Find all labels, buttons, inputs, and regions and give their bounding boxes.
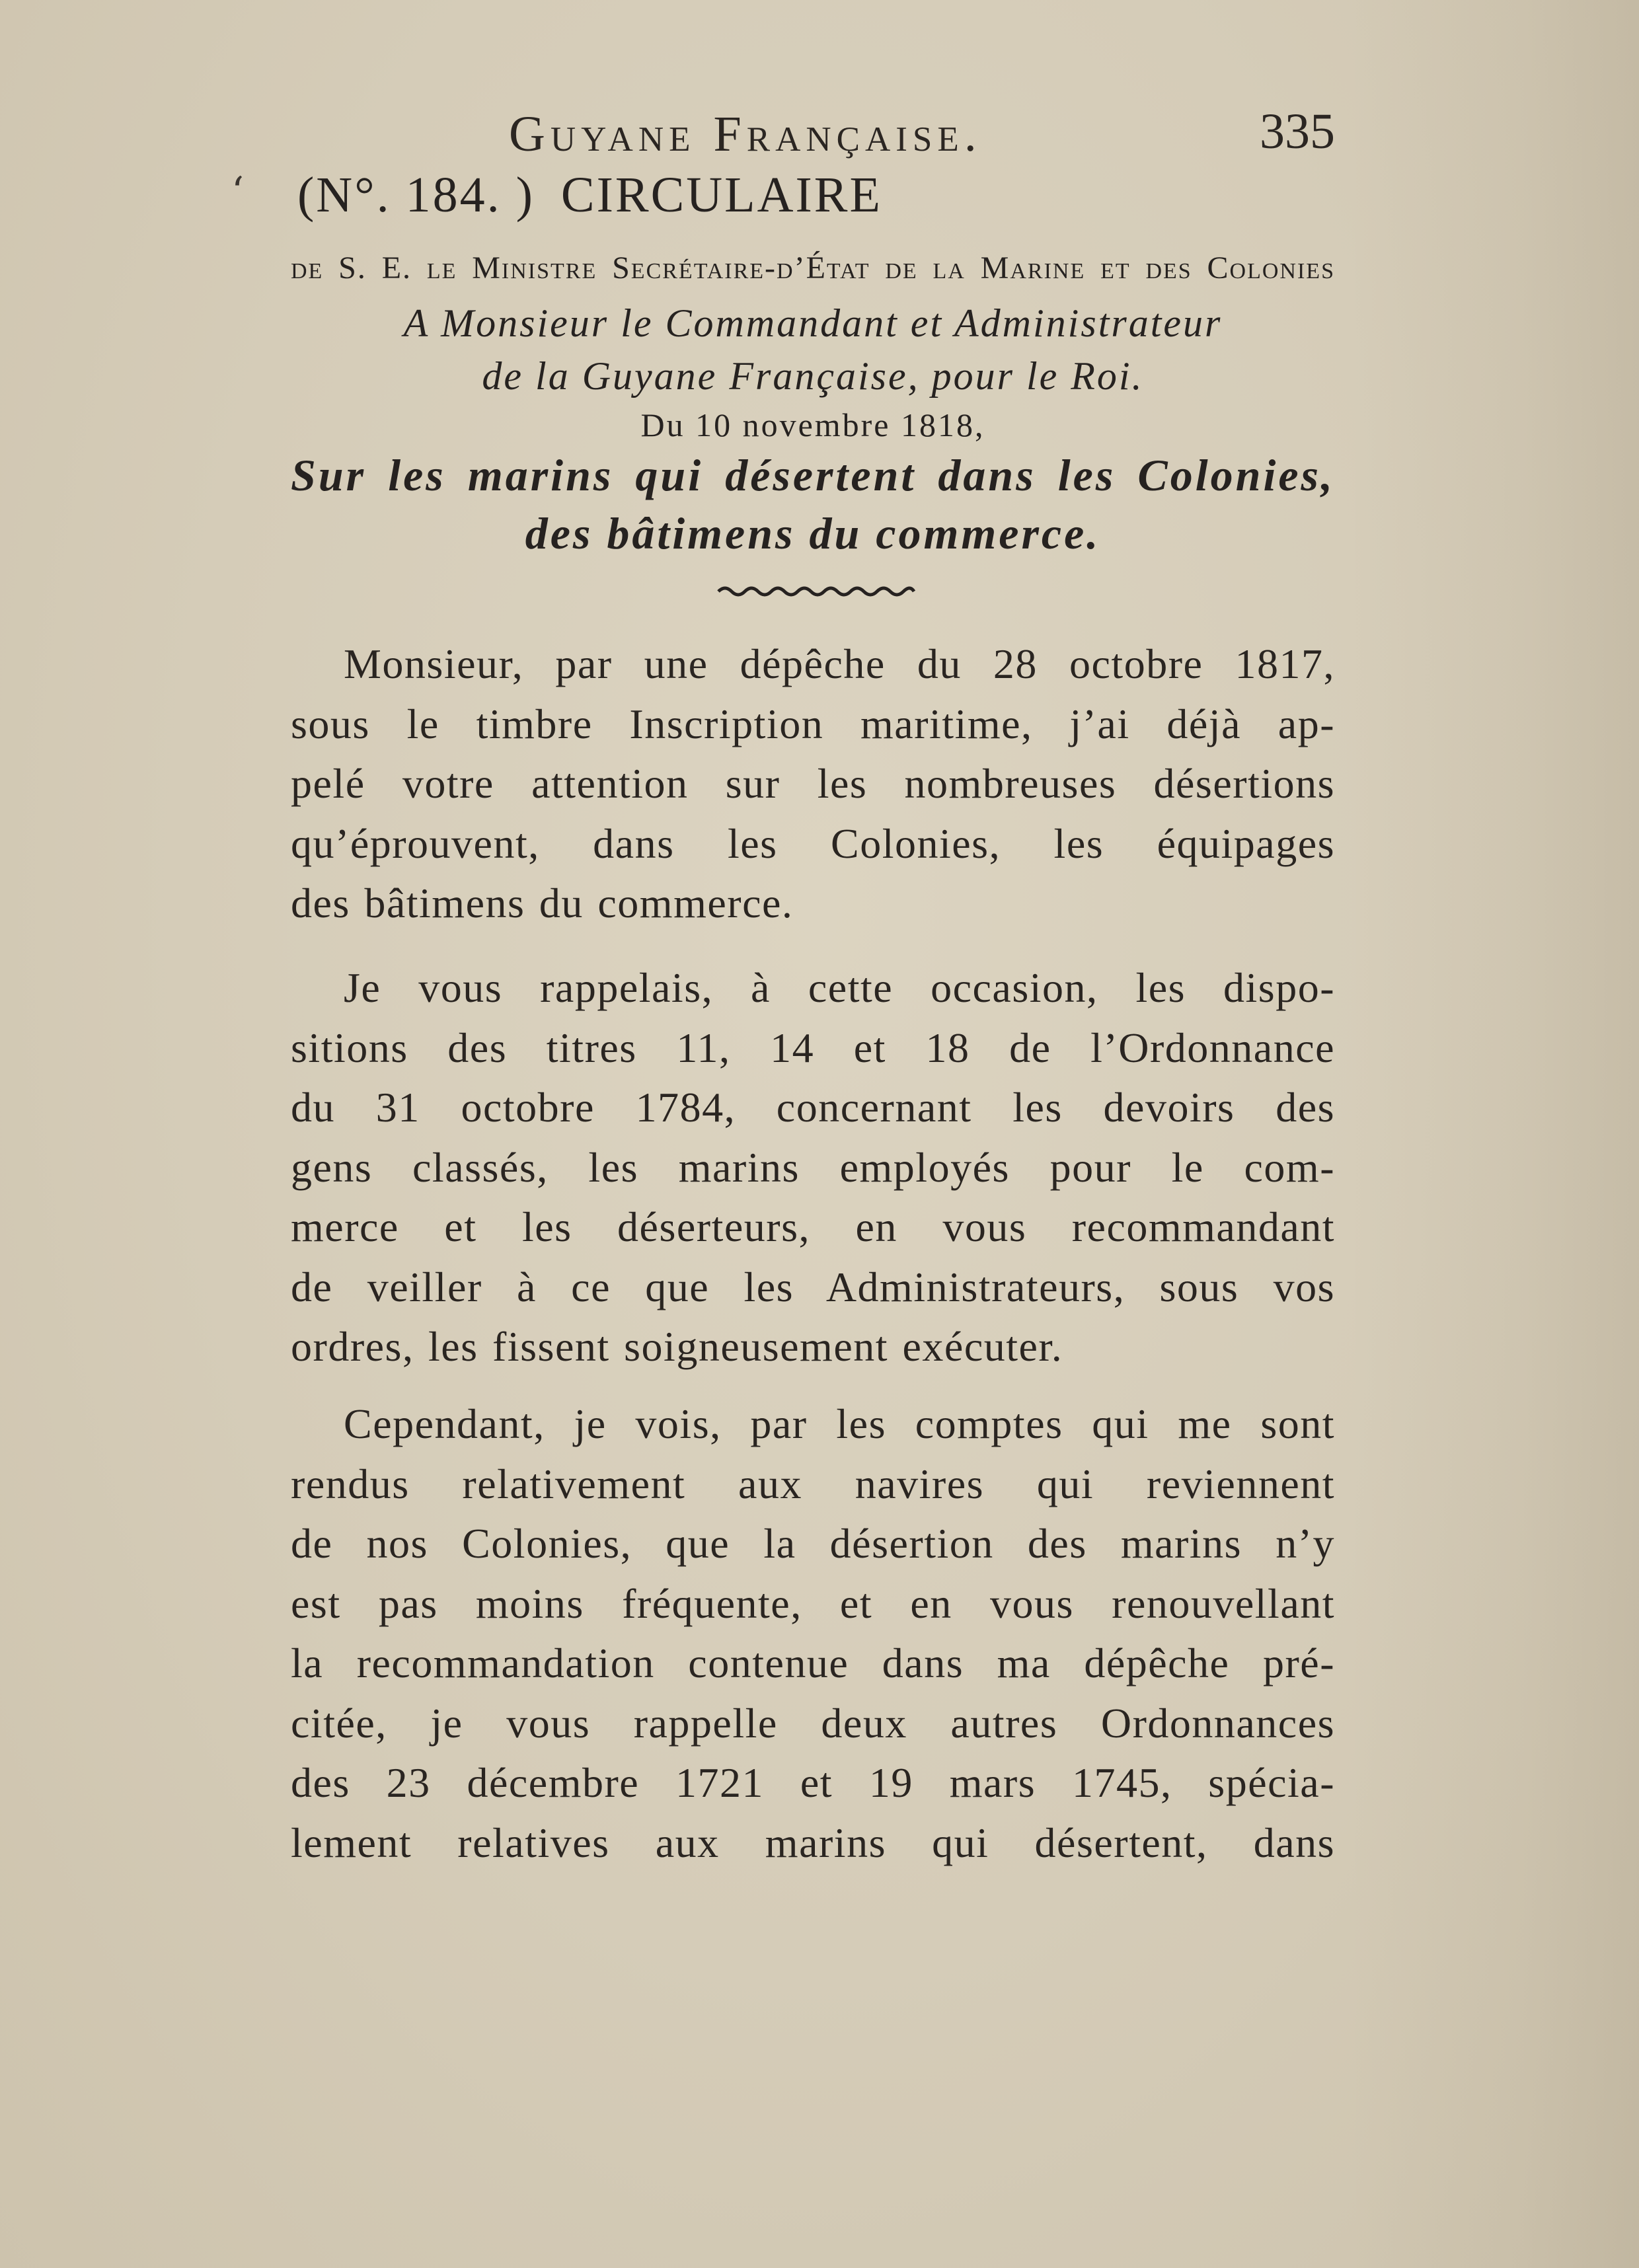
subject-line-1: Sur les marins qui désertent dans les Colonies, xyxy=(291,450,1335,500)
text-line: ordres, les fissent soigneusement exécuter. xyxy=(291,1323,1063,1370)
sender-line: de S. E. le Ministre Secrétaire-d’État de la Marine et des Colonies xyxy=(291,250,1335,285)
text-line: gens classés, les marins employés pour le com- xyxy=(291,1143,1335,1191)
text-line: Monsieur, par une dépêche du 28 octobre 1817, xyxy=(344,640,1335,687)
circular-heading xyxy=(297,167,882,224)
page-number: 335 xyxy=(1260,104,1335,159)
text-line: du 31 octobre 1784, concernant les devoirs des xyxy=(291,1084,1335,1131)
text-line: sitions des titres 11, 14 et 18 de l’Ordonnance xyxy=(291,1024,1335,1071)
paragraph-1 xyxy=(291,634,1335,934)
paragraph-3 xyxy=(291,1394,1335,1873)
text-line: de veiller à ce que les Administrateurs, sous vos xyxy=(291,1263,1335,1310)
text-line: la recommandation contenue dans ma dépêche pré- xyxy=(291,1640,1335,1686)
text-line: des 23 décembre 1721 et 19 mars 1745, spécia- xyxy=(291,1759,1335,1806)
text-line: merce et les déserteurs, en vous recommandant xyxy=(291,1203,1335,1250)
ornament-divider xyxy=(717,582,915,601)
heading-number: (N°. 184. ) xyxy=(297,167,535,223)
heading-title: CIRCULAIRE xyxy=(560,167,882,223)
subject-line-2: des bâtimens du commerce. xyxy=(525,508,1101,558)
corner-mark: ‘ xyxy=(231,169,245,215)
text-line: Je vous rappelais, à cette occasion, les dispo- xyxy=(344,964,1335,1011)
text-line: Cependant, je vois, par les comptes qui me sont xyxy=(344,1400,1335,1447)
text-line: sous le timbre Inscription maritime, j’ai déjà ap- xyxy=(291,700,1335,747)
text-line: citée, je vous rappelle deux autres Ordonnances xyxy=(291,1699,1335,1747)
text-line: de nos Colonies, que la désertion des marins n’y xyxy=(291,1520,1335,1567)
text-line: des bâtimens du commerce. xyxy=(291,880,794,926)
recipient-line-2: de la Guyane Française, pour le Roi. xyxy=(482,354,1144,398)
text-line: est pas moins fréquente, et en vous renouvellant xyxy=(291,1579,1335,1627)
text-line: pelé votre attention sur les nombreuses désertions xyxy=(291,760,1335,807)
paragraph-2 xyxy=(291,958,1335,1377)
date-line: Du 10 novembre 1818, xyxy=(640,406,985,443)
text-line: qu’éprouvent, dans les Colonies, les équipages xyxy=(291,819,1335,867)
text-line: lement relatives aux marins qui désertent, dans xyxy=(291,1819,1335,1866)
running-title: Guyane Française. xyxy=(509,106,982,162)
recipient-line-1: A Monsieur le Commandant et Administrateur xyxy=(403,301,1223,345)
text-line: rendus relativement aux navires qui reviennent xyxy=(291,1460,1335,1507)
running-header xyxy=(291,99,1335,172)
page-edge-shadow xyxy=(1348,0,1639,2268)
